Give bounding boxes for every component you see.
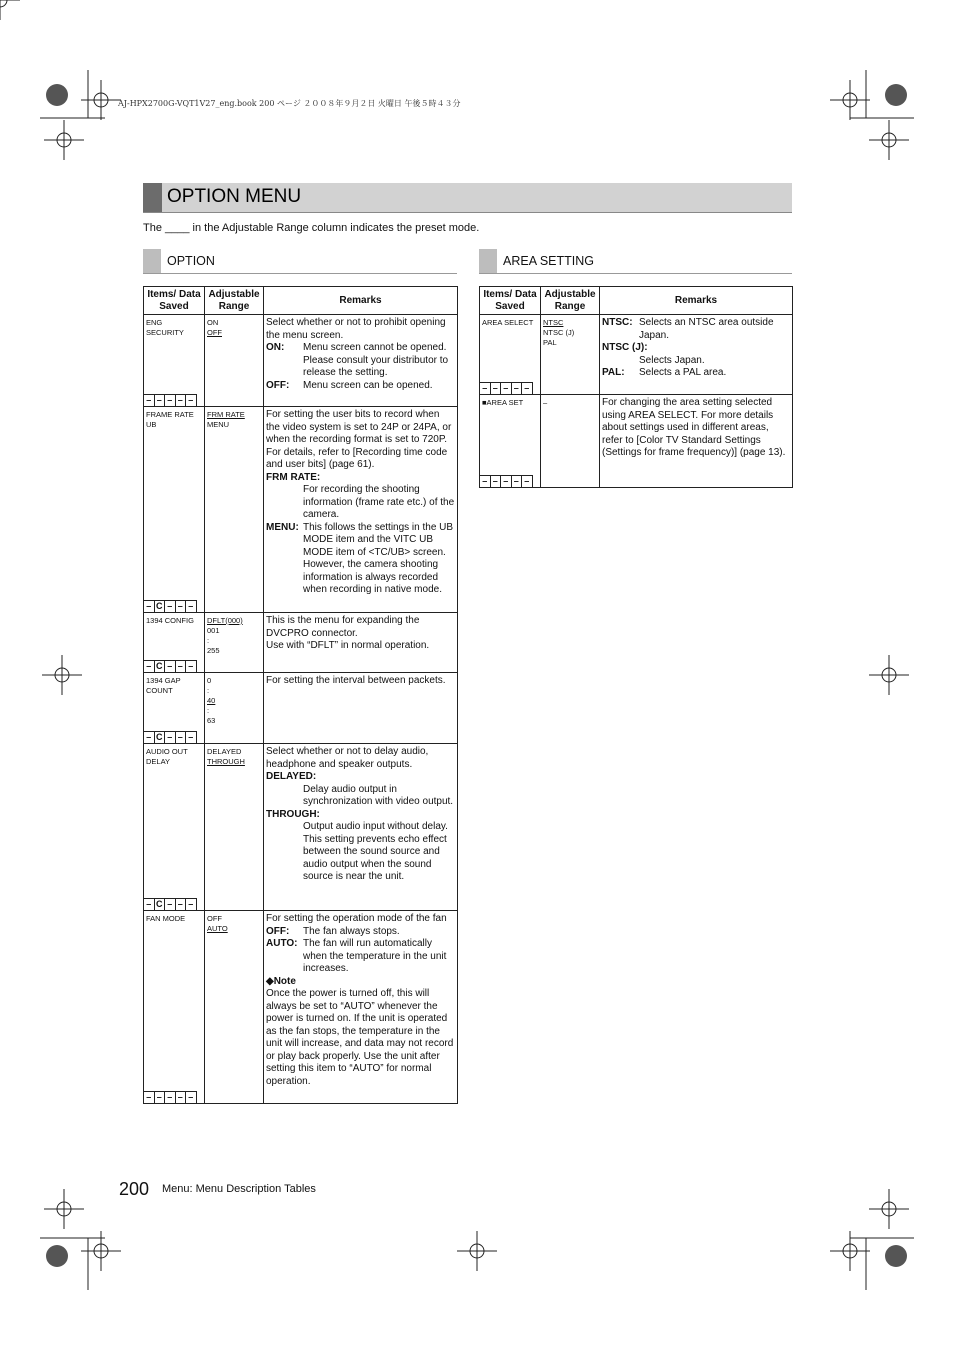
col-remarks: Remarks bbox=[600, 287, 793, 315]
intro-text: The ____ in the Adjustable Range column indicates the preset mode. bbox=[143, 222, 480, 234]
section-title: OPTION bbox=[167, 254, 215, 268]
col-items: Items/ Data Saved bbox=[144, 287, 205, 315]
data-saved-flags: – – – – – bbox=[144, 394, 197, 406]
item-name: AUDIO OUT DELAY bbox=[146, 747, 188, 766]
table-row bbox=[144, 744, 458, 911]
table-row bbox=[480, 395, 793, 488]
item-name: 1394 GAP COUNT bbox=[146, 676, 181, 695]
adjustable-range: DELAYED THROUGH bbox=[207, 747, 245, 766]
col-range: Adjustable Range bbox=[541, 287, 600, 315]
option-section-header bbox=[143, 249, 457, 274]
print-header: AJ-HPX2700G-VQT1V27_eng.book 200 ページ ２００８年９月２日 火曜日 午後５時４３分 bbox=[118, 99, 461, 108]
col-range: Adjustable Range bbox=[205, 287, 264, 315]
title-bar bbox=[143, 183, 792, 213]
adjustable-range: 0 : 40 : 63 bbox=[207, 676, 216, 725]
remarks: Select whether or not to prohibit opening the menu screen. ON: Menu screen cannot be opened. Please consult your distributor to release the setting. OFF: Menu screen can be opened. bbox=[266, 317, 449, 391]
remarks: For changing the area setting selected using AREA SELECT. For more details about settings used in different areas, refer to [Color TV Standard Settings (Settings for frame frequency)] (page 13). bbox=[602, 397, 786, 458]
section-title: AREA SETTING bbox=[503, 254, 594, 268]
table-row bbox=[144, 911, 458, 1104]
item-name: FRAME RATE UB bbox=[146, 410, 194, 429]
section-stripe bbox=[479, 249, 497, 273]
item-name: ENG SECURITY bbox=[146, 318, 184, 337]
table-row bbox=[144, 613, 458, 673]
item-name: 1394 CONFIG bbox=[146, 616, 194, 625]
remarks: For setting the operation mode of the fan OFF: The fan always stops. AUTO: The fan will run automatically when the temperature in the unit increases. ◆Note Once the power is turned off, this will always be set to “AUTO” whenever the power is turned on. If the unit is operated as the fan stops, the temperature in the unit will increase, and data may not record or play back properly. Use the unit after setting this item to “AUTO” for normal operation. bbox=[266, 913, 454, 1087]
adjustable-range: FRM RATE MENU bbox=[207, 410, 245, 429]
col-remarks: Remarks bbox=[264, 287, 458, 315]
remarks: Select whether or not to delay audio, headphone and speaker outputs. DELAYED: Delay audio output in synchronization with video output. THROUGH: Output audio input without delay. This setting prevents echo effect between the sound source and audio output when the sound source is near the unit. bbox=[266, 746, 454, 882]
adjustable-range: OFF AUTO bbox=[207, 914, 228, 933]
note-label: ◆Note bbox=[266, 975, 296, 987]
remarks: For setting the interval between packets. bbox=[266, 675, 446, 686]
footer-text: Menu: Menu Description Tables bbox=[162, 1183, 316, 1195]
col-items: Items/ Data Saved bbox=[480, 287, 541, 315]
table-row bbox=[480, 315, 793, 395]
section-stripe bbox=[143, 249, 161, 273]
adjustable-range: NTSC NTSC (J) PAL bbox=[543, 318, 575, 347]
data-saved-flags: – – – – – bbox=[480, 382, 533, 394]
option-table bbox=[143, 286, 458, 1104]
remarks: This is the menu for expanding the DVCPRO connector. Use with “DFLT” in normal operation. bbox=[266, 615, 430, 651]
data-saved-flags: – C – – – bbox=[144, 660, 197, 672]
area-section-header bbox=[479, 249, 792, 274]
item-name: FAN MODE bbox=[146, 914, 186, 923]
table-row bbox=[144, 315, 458, 407]
adjustable-range: – bbox=[543, 398, 548, 407]
data-saved-flags: – – – – – bbox=[144, 1091, 197, 1103]
data-saved-flags: – – – – – bbox=[480, 475, 533, 487]
page-number: 200 bbox=[119, 1179, 150, 1199]
data-saved-flags: – C – – – bbox=[144, 898, 197, 910]
area-table bbox=[479, 286, 793, 488]
item-name: ■AREA SET bbox=[482, 398, 524, 407]
table-row bbox=[144, 407, 458, 613]
remarks: For setting the user bits to record when the video system is set to 24P or 24PA, or when the recording format is set to 720P. For details, refer to [Recording time code and user bits] (page 61). FRM RATE: For recording the shooting information (frame rate etc.) of the camera. MENU: This follows the settings in the UB MODE item and the VITC UB MODE item of <TC/UB> screen. However, the camera shooting information is always recorded when recording in native mode. bbox=[266, 409, 455, 595]
title-stripe bbox=[143, 183, 162, 212]
table-row bbox=[144, 673, 458, 744]
adjustable-range: DFLT(000) 001 : 255 bbox=[207, 616, 243, 655]
remarks: NTSC: Selects an NTSC area outside Japan. NTSC (J): Selects Japan. PAL: Selects a PAL area. bbox=[602, 317, 774, 378]
item-name: AREA SELECT bbox=[482, 318, 534, 327]
data-saved-flags: – C – – – bbox=[144, 731, 197, 743]
adjustable-range: ON OFF bbox=[207, 318, 222, 337]
page-title: OPTION MENU bbox=[167, 186, 302, 207]
data-saved-flags: – C – – – bbox=[144, 600, 197, 612]
